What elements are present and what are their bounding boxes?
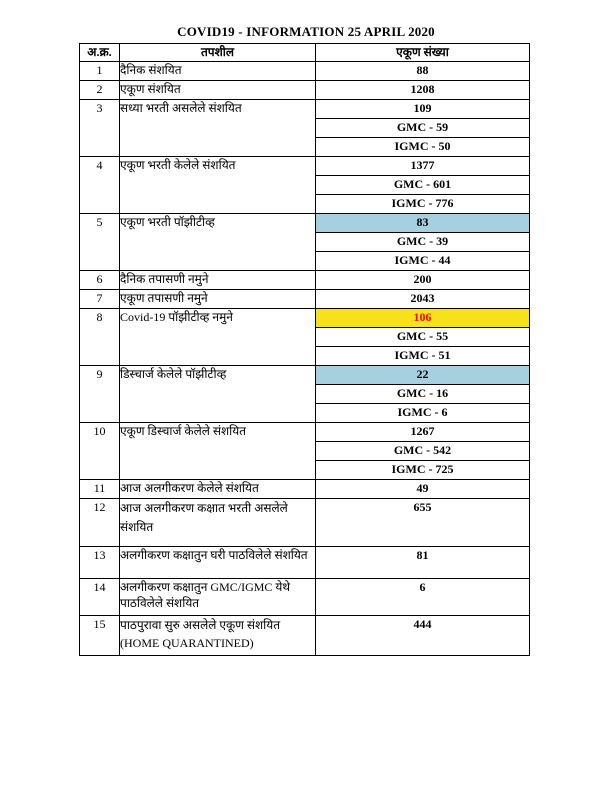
row-description: Covid-19 पॉझीटीव्ह नमुने [120,309,316,366]
row-number: 11 [80,480,120,499]
row-sub-value-gmc: GMC - 601 [316,176,530,195]
table-row [80,214,530,233]
row-value: 109 [316,100,530,119]
row-value: 200 [316,271,530,290]
row-description: एकूण भरती पॉझीटीव्ह [120,214,316,271]
row-description: सध्या भरती असलेले संशयित [120,100,316,157]
row-value: 81 [316,547,530,579]
table-row [80,62,530,81]
row-number: 14 [80,579,120,616]
row-description: दैनिक संशयित [120,62,316,81]
table-row [80,290,530,309]
row-value: 6 [316,579,530,616]
page-title: COVID19 - INFORMATION 25 APRIL 2020 [177,24,435,39]
row-sub-value-igmc: IGMC - 6 [316,404,530,423]
row-description: पाठपुरावा सुरु असलेले एकूण संशयित (HOME QUARANTINED) [120,616,316,656]
row-value: 444 [316,616,530,656]
row-description: अलगीकरण कक्षातुन GMC/IGMC येथे पाठविलेले संशयित [120,579,316,616]
row-description: एकूण तपासणी नमुने [120,290,316,309]
row-sub-value-gmc: GMC - 59 [316,119,530,138]
row-sub-value-gmc: GMC - 55 [316,328,530,347]
row-sub-value-igmc: IGMC - 50 [316,138,530,157]
row-number: 3 [80,100,120,157]
table-row [80,366,530,385]
row-description: आज अलगीकरण कक्षात भरती असलेले संशयित [120,499,316,547]
table-row [80,81,530,100]
table-row [80,499,530,547]
row-sub-value-igmc: IGMC - 725 [316,461,530,480]
table-row [80,271,530,290]
table-row [80,157,530,176]
row-sub-value-igmc: IGMC - 51 [316,347,530,366]
table-header [80,44,530,62]
row-number: 6 [80,271,120,290]
table-row [80,100,530,119]
table-row [80,547,530,579]
row-number: 1 [80,62,120,81]
row-number: 7 [80,290,120,309]
row-description: आज अलगीकरण केलेले संशयित [120,480,316,499]
row-value: 655 [316,499,530,547]
row-number: 12 [80,499,120,547]
row-number: 8 [80,309,120,366]
row-number: 2 [80,81,120,100]
row-value: 2043 [316,290,530,309]
row-sub-value-gmc: GMC - 39 [316,233,530,252]
row-number: 9 [80,366,120,423]
row-sub-value-gmc: GMC - 16 [316,385,530,404]
row-value-highlighted: 106 [316,309,530,328]
row-value: 1267 [316,423,530,442]
row-value-highlighted: 83 [316,214,530,233]
row-value: 1208 [316,81,530,100]
table-row [80,579,530,616]
row-sub-value-gmc: GMC - 542 [316,442,530,461]
row-number: 4 [80,157,120,214]
row-description: एकूण डिस्चार्ज केलेले संशयित [120,423,316,480]
row-sub-value-igmc: IGMC - 44 [316,252,530,271]
row-description: अलगीकरण कक्षातुन घरी पाठविलेले संशयित [120,547,316,579]
row-number: 13 [80,547,120,579]
row-number: 15 [80,616,120,656]
header-details: तपशील [120,44,316,62]
row-value-highlighted: 22 [316,366,530,385]
table-row [80,423,530,442]
row-value: 49 [316,480,530,499]
row-sub-value-igmc: IGMC - 776 [316,195,530,214]
row-value: 1377 [316,157,530,176]
header-serial: अ.क्र. [80,44,120,62]
table-row [80,309,530,328]
table-row [80,480,530,499]
row-description: एकूण संशयित [120,81,316,100]
row-number: 5 [80,214,120,271]
row-description: दैनिक तपासणी नमुने [120,271,316,290]
covid-info-table [79,43,530,656]
header-total: एकूण संख्या [316,44,530,62]
row-description: एकूण भरती केलेले संशयित [120,157,316,214]
row-number: 10 [80,423,120,480]
table-row [80,616,530,656]
row-description: डिस्चार्ज केलेले पॉझीटीव्ह [120,366,316,423]
row-value: 88 [316,62,530,81]
